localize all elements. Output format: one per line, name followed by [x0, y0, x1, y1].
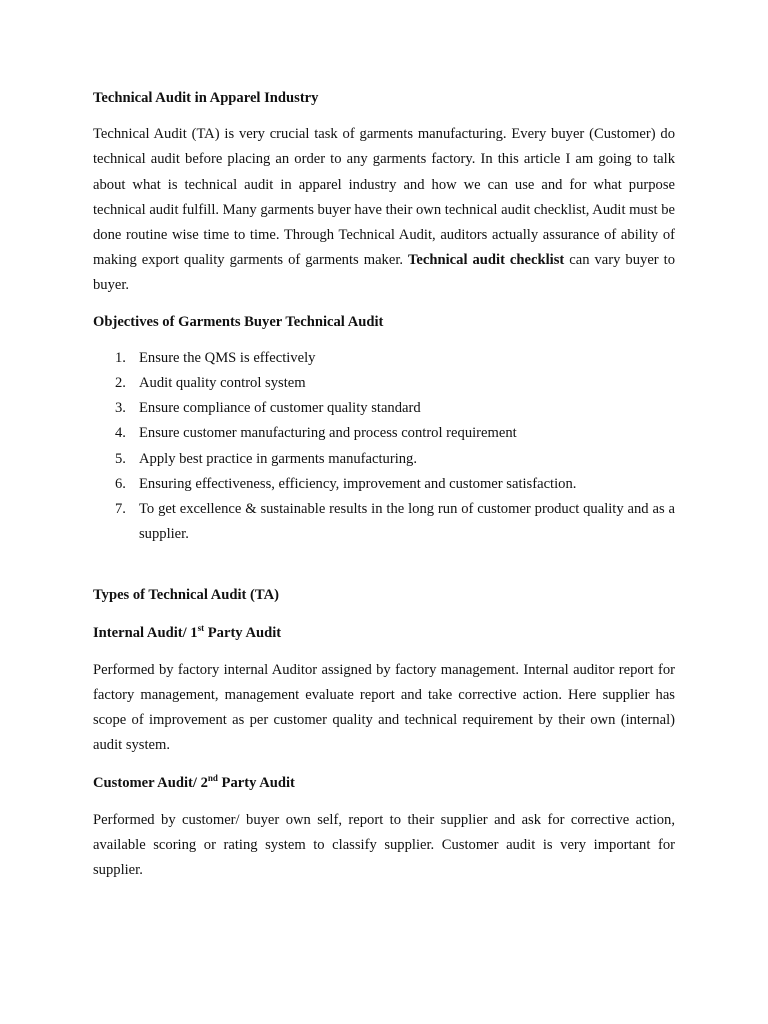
- customer-heading-sup: nd: [207, 772, 218, 783]
- internal-audit-heading: [93, 621, 675, 646]
- list-item-text: To get excellence & sustainable results in the long run of customer product quality and as a supplier.: [139, 501, 675, 543]
- internal-heading-post: Party Audit: [204, 624, 282, 641]
- internal-heading-sup: st: [197, 622, 205, 633]
- list-item-text: Ensure compliance of customer quality standard: [139, 400, 421, 417]
- customer-heading-pre: Customer Audit/ 2: [93, 774, 208, 791]
- list-item: [93, 371, 675, 396]
- list-item-number: 6.: [115, 475, 126, 492]
- list-item-number: 4.: [115, 425, 126, 442]
- customer-audit-heading: [93, 771, 675, 796]
- list-item-text: Apply best practice in garments manufacturing.: [139, 450, 418, 467]
- list-item-text: Audit quality control system: [139, 375, 306, 392]
- customer-heading-post: Party Audit: [217, 774, 295, 791]
- list-item: [93, 472, 675, 497]
- internal-audit-paragraph: Performed by factory internal Auditor assigned by factory management. Internal auditor report for factory management, management evaluate report and take corrective action. Here supplier has scope of improvement as per customer quality and technical requirement by their own (internal) audit system.: [93, 661, 675, 754]
- list-item: [93, 396, 675, 421]
- document-page: [93, 86, 675, 883]
- list-item-text: Ensure customer manufacturing and process control requirement: [139, 425, 517, 442]
- intro-tail: can vary buyer to buyer.: [93, 252, 675, 294]
- list-item-text: Ensure the QMS is effectively: [139, 349, 316, 366]
- objectives-list: [93, 346, 675, 548]
- list-item: [93, 346, 675, 371]
- intro-paragraph: [93, 122, 675, 298]
- objectives-heading: Objectives of Garments Buyer Technical Audit: [93, 313, 384, 330]
- list-item-number: 1.: [115, 349, 126, 366]
- list-item-text: Ensuring effectiveness, efficiency, improvement and customer satisfaction.: [139, 475, 577, 492]
- list-item-number: 5.: [115, 450, 126, 467]
- list-item: [93, 421, 675, 446]
- intro-bold-phrase: Technical audit checklist: [408, 252, 565, 269]
- internal-heading-pre: Internal Audit/ 1: [93, 624, 198, 641]
- types-heading: Types of Technical Audit (TA): [93, 587, 279, 604]
- list-item: [93, 497, 675, 547]
- customer-audit-paragraph: Performed by customer/ buyer own self, report to their supplier and ask for corrective action, available scoring or rating system to classify supplier. Customer audit is very important for supplier.: [93, 811, 675, 879]
- list-item-number: 3.: [115, 400, 126, 417]
- list-item-number: 2.: [115, 375, 126, 392]
- list-item: [93, 447, 675, 472]
- document-title: Technical Audit in Apparel Industry: [93, 90, 319, 106]
- list-item-number: 7.: [115, 501, 126, 518]
- intro-text: Technical Audit (TA) is very crucial task of garments manufacturing. Every buyer (Customer) do technical audit before placing an order to any garments factory. In this article I am going to talk about what is technical audit in apparel industry and how we can use and for what purpose technical audit fulfill. Many garments buyer have their own technical audit checklist, Audit must be done routine wise time to time. Through Technical Audit, auditors actually assurance of ability of making export quality garments of garments maker.: [93, 126, 675, 269]
